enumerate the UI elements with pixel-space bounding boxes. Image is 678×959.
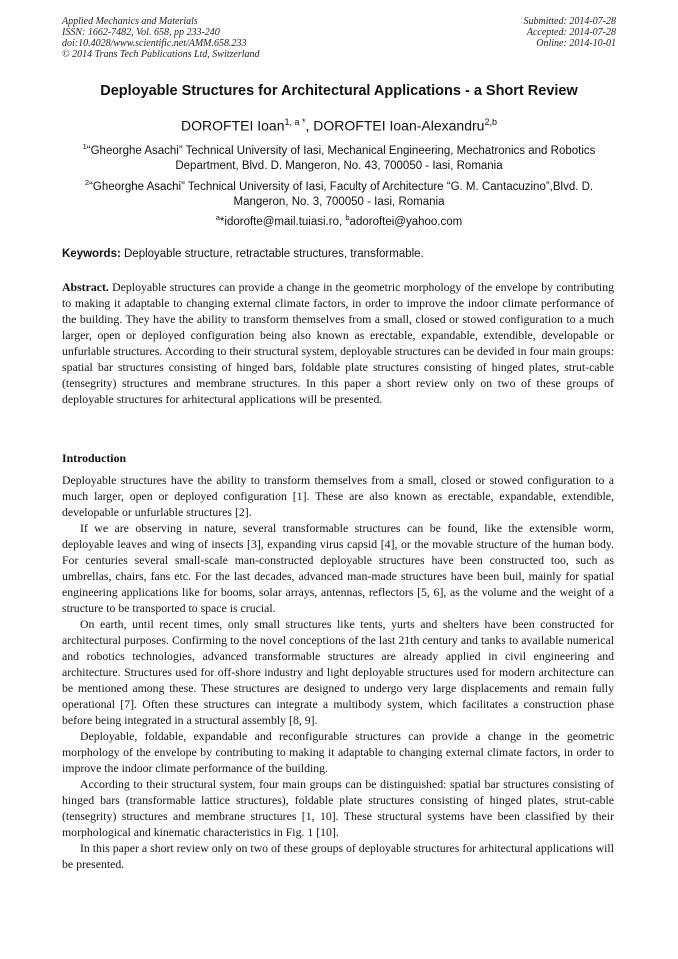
- author-2-superscript: 2,b: [484, 117, 497, 127]
- author-2-name: DOROFTEI Ioan-Alexandru: [313, 117, 485, 134]
- introduction-body: [62, 472, 614, 872]
- doi-line: doi:10.4028/www.scientific.net/AMM.658.233: [62, 38, 247, 49]
- author-1-superscript: 1, a *: [284, 117, 306, 127]
- affiliation-2-text: “Gheorghe Asachi” Technical University of Iasi, Faculty of Architecture “G. M. Cantacuzino”,Blvd. D. Mangeron, No. 3, 700050 - Iasi, Romania: [89, 180, 594, 209]
- online-date: Online: 2014-10-01: [536, 38, 616, 49]
- copyright-line: © 2014 Trans Tech Publications Ltd, Switzerland: [62, 49, 260, 60]
- abstract-label: Abstract.: [62, 280, 109, 294]
- keywords: [62, 247, 616, 262]
- intro-paragraph: Deployable, foldable, expandable and reconfigurable structures can provide a change in the geometric morphology of the envelope by contributing to making it adaptable to changing external climate factors, in order to improve the indoor climate performance of the building.: [62, 729, 614, 775]
- intro-paragraph: If we are observing in nature, several transformable structures can be found, like the extensible worm, deployable leaves and wing of insects [3], expanding virus capsid [4], or the movable structure of the human body. For centuries several small-scale man-constructed deployable structures have been constructed too, such as umbrellas, chairs, fans etc. For the last decades, advanced man-made structures have been buil, mainly for spatial engineering applications like for booms, solar arrays, antennas, reflectors [5, 6], as the volume and the weight of a structure to be transported to space is crucial.: [62, 521, 614, 615]
- issn-line: ISSN: 1662-7482, Vol. 658, pp 233-240: [62, 27, 220, 38]
- affiliation-1-superscript: 1: [82, 142, 87, 151]
- email-1: *idorofte@mail.tuiasi.ro,: [219, 215, 346, 228]
- intro-paragraph: According to their structural system, four main groups can be distinguished: spatial bar structures consisting of hinged bars (transformable lattice structures), foldable plate structures consisting of hinged plates, strut-cable (tensegrity) structures and membrane structures [1, 10]. These structural systems have been classified by their morphological and kinematic characteristics in Fig. 1 [10].: [62, 777, 614, 839]
- author-line: [40, 113, 638, 135]
- affiliation-1-text: “Gheorghe Asachi” Technical University of Iasi, Mechanical Engineering, Mechatronics and Robotics Department, Blvd. D. Mangeron, No. 43, 700050 - Iasi, Romania: [86, 144, 596, 173]
- intro-paragraph: Deployable structures have the ability to transform themselves from a small, closed or stowed configuration to a much larger, open or deployed configuration [1]. These are also known as erectable, expandable, extendible, developable or unfurlable structures [2].: [62, 473, 614, 519]
- author-separator: ,: [305, 117, 314, 134]
- email-line: [70, 210, 608, 230]
- affiliation-2: [70, 175, 608, 211]
- accepted-date: Accepted: 2014-07-28: [526, 27, 616, 38]
- paper-title: Deployable Structures for Architectural Applications - a Short Review: [100, 83, 578, 99]
- header-left: [62, 16, 260, 60]
- affiliation-1: [70, 139, 608, 175]
- email-1-superscript: a: [215, 213, 220, 222]
- keywords-label: Keywords:: [62, 248, 121, 260]
- journal-name: Applied Mechanics and Materials: [62, 16, 198, 27]
- abstract: [62, 279, 614, 407]
- keywords-text: Deployable structure, retractable structures, transformable.: [120, 248, 424, 260]
- abstract-text: Deployable structures can provide a change in the geometric morphology of the envelope by contributing to making it adaptable to changing external climate factors, in order to improve the indoor climate performance of the building. They have the ability to transform themselves from a small, closed or stowed configuration to a much larger, open or deployed configuration being also known as erectable, expandable, extendible, developable or unfurlable structures. According to their structural system, deployable structures can be devided in four main groups: spatial bar structures consisting of hinged bars, foldable plate structures consisting of hinged plates, strut-cable (tensegrity) structures and membrane structures. In this paper a short review only on two of these groups of deployable structures for arhitectural applications will be presented.: [62, 280, 615, 406]
- affiliation-2-superscript: 2: [84, 178, 90, 187]
- intro-paragraph: In this paper a short review only on two of these groups of deployable structures for arhitectural applications will be presented.: [62, 841, 614, 871]
- intro-paragraph: On earth, until recent times, only small structures like tents, yurts and shelters have been constructed for architectural purposes. Confirming to the novel conceptions of the last 21th century and tanks to available numerical and robotics technologies, advanced transformable structures are already applied in civil engineering and architecture. Structures used for off-shore industry and light deployable structures used for modern architecture can be mentioned among these. These structures are designed to undergo very large displacements and remain fully operational [7]. Often these structures can integrate a multibody system, which facilitates a construction phase before being integrated in a structural assembly [8, 9].: [62, 617, 614, 727]
- author-1-name: DOROFTEI Ioan: [181, 117, 285, 134]
- header-right: [524, 16, 617, 49]
- submitted-date: Submitted: 2014-07-28: [523, 16, 616, 27]
- introduction-heading: Introduction: [62, 451, 127, 465]
- email-2-superscript: b: [345, 213, 350, 222]
- email-2: adoroftei@yahoo.com: [349, 215, 463, 228]
